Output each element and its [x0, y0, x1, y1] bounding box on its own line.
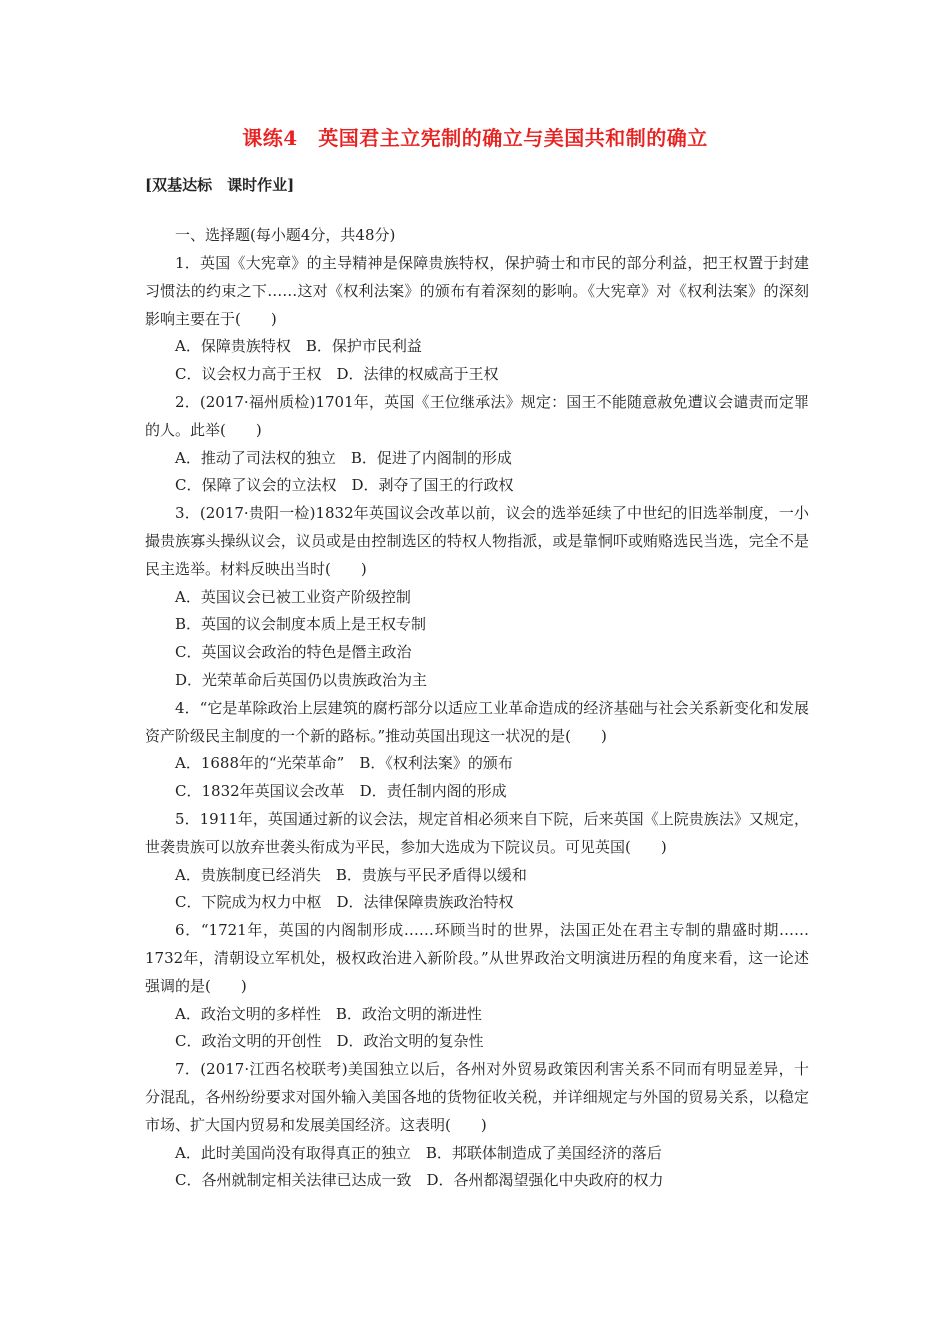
question-1 — [145, 250, 809, 389]
question-2 — [145, 389, 809, 500]
answer-option-line: C．英国议会政治的特色是僭主政治 — [175, 643, 412, 662]
answer-option-line: A．政治文明的多样性 B．政治文明的渐进性 — [175, 1004, 482, 1023]
answer-option-line: C．议会权力高于王权 D．法律的权威高于王权 — [175, 365, 499, 384]
question-stem: 1．英国《大宪章》的主导精神是保障贵族特权，保护骑士和市民的部分利益，把王权置于封建习惯法的约束之下……这对《权利法案》的颁布有着深刻的影响。《大宪章》对《权利法案》的深刻影响主要在于( ) — [145, 254, 809, 328]
question-4 — [145, 695, 809, 806]
question-stem: 4．“它是革除政治上层建筑的腐朽部分以适应工业革命造成的经济基础与社会关系新变化和发展资产阶级民主制度的一个新的路标。”推动英国出现这一状况的是( ) — [145, 698, 809, 745]
answer-option-line: B．英国的议会制度本质上是王权专制 — [175, 615, 427, 634]
answer-option-line: C．下院成为权力中枢 D．法律保障贵族政治特权 — [175, 893, 514, 912]
question-stem: 5．1911年，英国通过新的议会法，规定首相必须来自下院，后来英国《上院贵族法》又规定，世袭贵族可以放弃世袭头衔成为平民，参加大选成为下院议员。可见英国( ) — [145, 809, 809, 856]
answer-option-line: A．此时美国尚没有取得真正的独立 B．邦联体制造成了美国经济的落后 — [175, 1143, 662, 1162]
answer-option-line: D．光荣革命后英国仍以贵族政治为主 — [175, 670, 428, 689]
question-stem: 7．(2017·江西名校联考)美国独立以后，各州对外贸易政策因利害关系不同而有明显差异，十分混乱，各州纷纷要求对国外输入美国各地的货物征收关税，并详细规定与外国的贸易关系，以稳定市场、扩大国内贸易和发展美国经济。这表明( ) — [145, 1060, 809, 1134]
answer-option-line: C．1832年英国议会改革 D．责任制内阁的形成 — [175, 782, 507, 801]
section-heading: 一、选择题(每小题4分，共48分) — [175, 226, 396, 244]
question-stem: 6．“1721年，英国的内阁制形成……环顾当时的世界，法国正处在君主专制的鼎盛时期……1732年，清朝设立军机处，极权政治进入新阶段。”从世界政治文明演进历程的角度来看，这一论述强调的是( ) — [145, 921, 809, 995]
question-6 — [145, 917, 809, 1056]
answer-option-line: A．保障贵族特权 B．保护市民利益 — [175, 337, 422, 356]
question-7 — [145, 1056, 809, 1195]
answer-option-line: A．推动了司法权的独立 B．促进了内阁制的形成 — [175, 448, 512, 467]
question-stem: 3．(2017·贵阳一检)1832年英国议会改革以前，议会的选举延续了中世纪的旧选举制度，一小撮贵族寡头操纵议会，议员或是由控制选区的特权人物指派，或是靠恫吓或贿赂选民当选，完全不是民主选举。材料反映出当时( ) — [145, 504, 809, 578]
question-stem: 2．(2017·福州质检)1701年，英国《王位继承法》规定：国王不能随意赦免遭议会谴责而定罪的人。此举( ) — [145, 392, 809, 439]
answer-option-line: A．贵族制度已经消失 B．贵族与平民矛盾得以缓和 — [175, 865, 527, 884]
question-5 — [145, 806, 809, 917]
answer-option-line: C．各州就制定相关法律已达成一致 D．各州都渴望强化中央政府的权力 — [175, 1171, 664, 1190]
question-list — [145, 250, 809, 1195]
answer-option-line: C．保障了议会的立法权 D．剥夺了国王的行政权 — [175, 476, 514, 495]
answer-option-line: A．1688年的“光荣革命” B．《权利法案》的颁布 — [175, 754, 513, 773]
answer-option-line: A．英国议会已被工业资产阶级控制 — [175, 587, 411, 606]
section-subheading: [双基达标 课时作业] — [145, 176, 295, 194]
page-title: 课练4 英国君主立宪制的确立与美国共和制的确立 — [242, 126, 708, 150]
question-3 — [145, 500, 809, 695]
answer-option-line: C．政治文明的开创性 D．政治文明的复杂性 — [175, 1032, 484, 1051]
